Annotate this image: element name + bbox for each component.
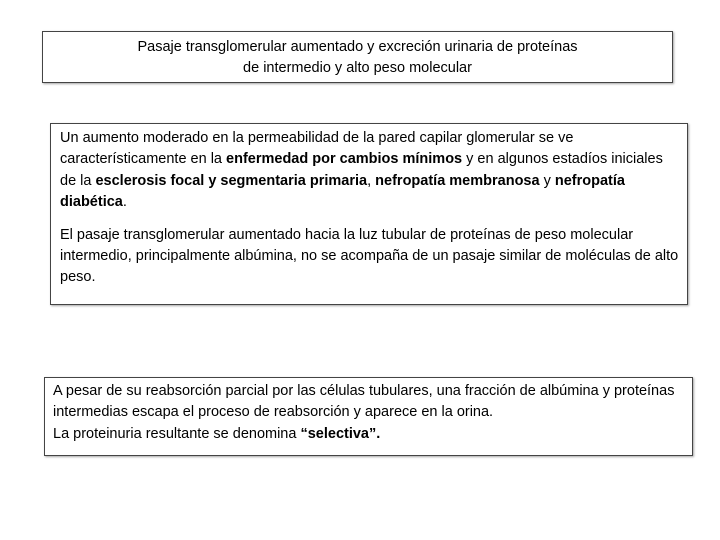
- bold-term-minimal-change-disease: enfermedad por cambios mínimos: [226, 151, 463, 168]
- transglomerular-paragraph: El pasaje transglomerular aumentado hacia la luz tubular de proteínas de peso molecular intermedio, principalmente albúmina, no se acompaña de un pasaje similar de moléculas de alto peso.: [60, 226, 679, 286]
- paragraph-text: ,: [367, 172, 376, 189]
- selective-line: [53, 424, 685, 445]
- paragraph-text: Un aumento moderado en la permeabilidad de la pared capilar glomerular se ve característicamente en la: [60, 130, 574, 168]
- title-box: [42, 31, 673, 83]
- selective-line-text: La proteinuria resultante se denomina: [53, 425, 301, 442]
- paragraph-text: .: [122, 194, 127, 211]
- bold-term-focal-segmental-sclerosis: esclerosis focal y segmentaria primaria: [95, 172, 368, 189]
- title-line-2: de intermedio y alto peso molecular: [243, 60, 472, 76]
- bold-term-membranous-nephropathy: nefropatía membranosa: [375, 172, 540, 189]
- selective-term: “selectiva”.: [300, 425, 381, 442]
- selective-proteinuria-box: [44, 377, 693, 456]
- paragraph-text: y en algunos estadíos iniciales de la: [60, 151, 663, 189]
- permeability-paragraph: [60, 128, 679, 214]
- reabsorption-text: A pesar de su reabsorción parcial por las células tubulares, una fracción de albúmina y proteínas intermedias escapa el proceso de reabsorción y aparece en la orina.: [53, 383, 675, 421]
- title-line-1: Pasaje transglomerular aumentado y excreción urinaria de proteínas: [137, 39, 578, 55]
- permeability-text-box: [50, 123, 688, 305]
- paragraph-text: y: [539, 172, 555, 189]
- bold-term-diabetic-nephropathy: nefropatía diabética: [60, 172, 625, 211]
